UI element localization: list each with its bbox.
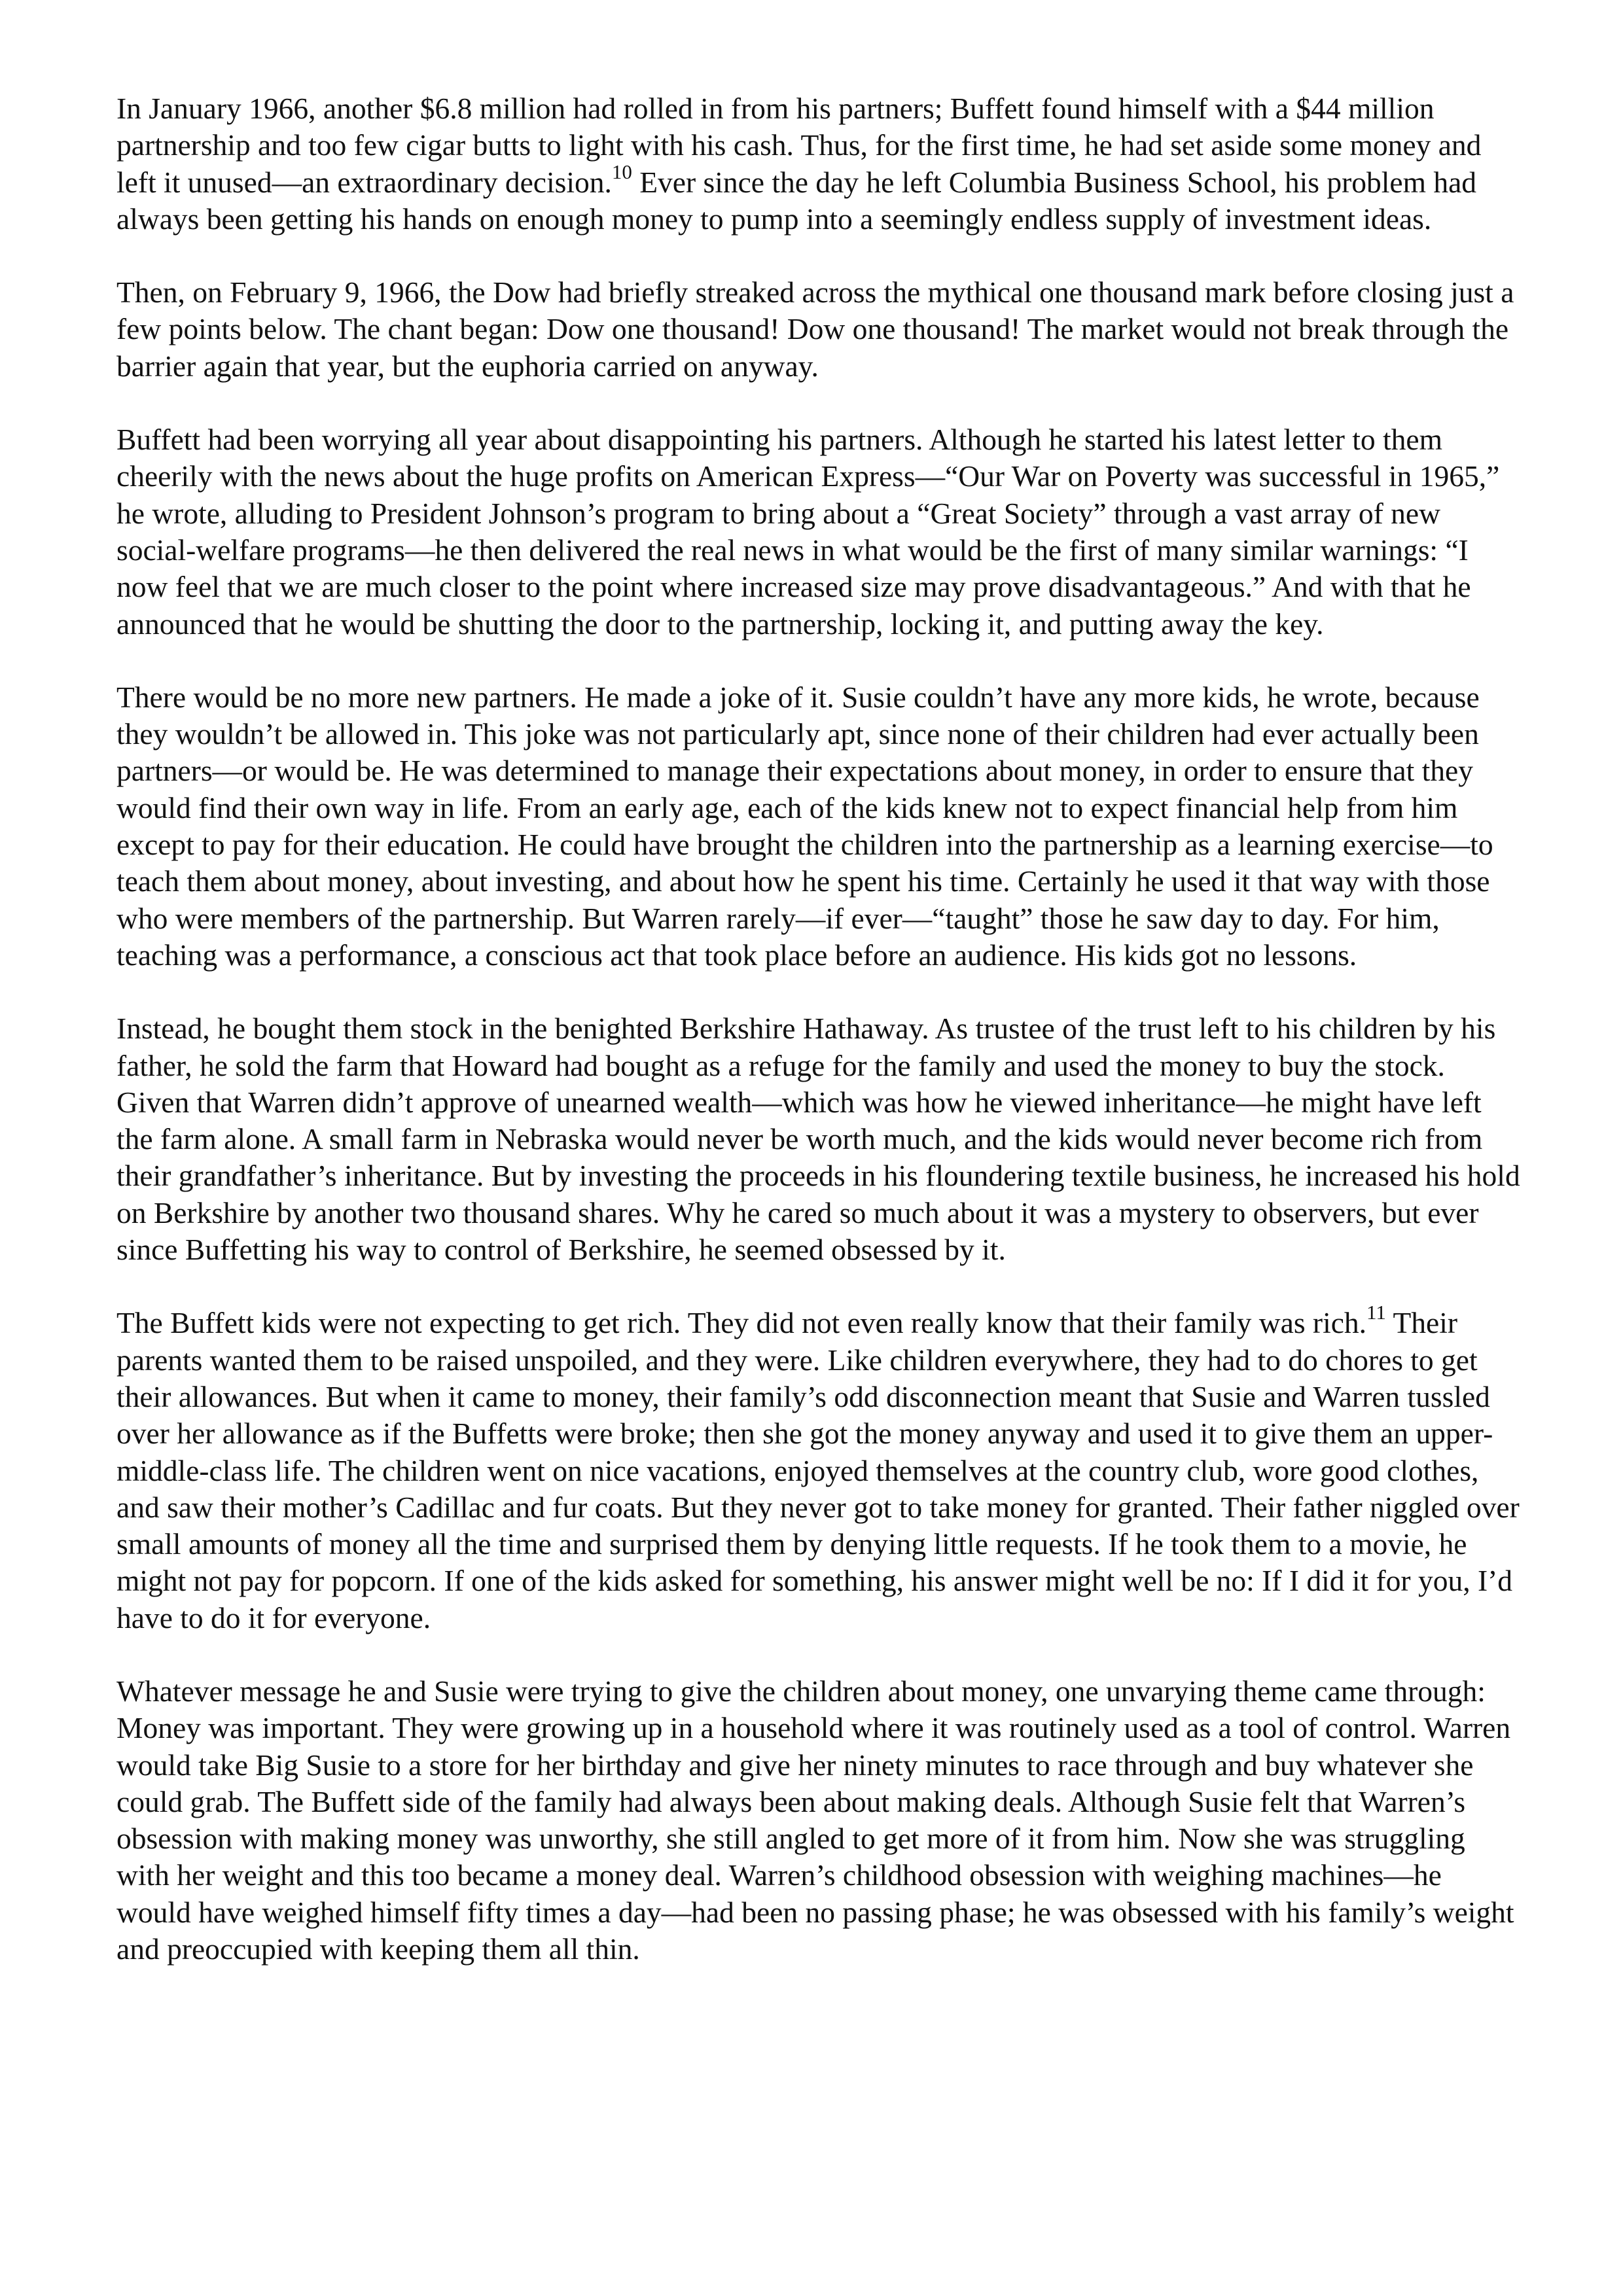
footnote-marker-11: 11 bbox=[1366, 1301, 1386, 1324]
paragraph-text: Then, on February 9, 1966, the Dow had briefly streaked across the mythical one thousand mark before closing just a few points below. The chant began: Dow one thousand! Dow one thousand! The market would not break through the barrier again that year, but the euphoria carried on anyway. bbox=[116, 275, 1514, 383]
paragraph-text: There would be no more new partners. He made a joke of it. Susie couldn’t have any more kids, he wrote, because they wouldn’t be allowed in. This joke was not particularly apt, since none of their children had ever actually been partners—or would be. He was determined to manage their expectations about money, in order to ensure that they would find their own way in life. From an early age, each of the kids knew not to expect financial help from him except to pay for their education. He could have brought the children into the partnership as a learning exercise—to teach them about money, about investing, and about how he spent his time. Certainly he used it that way with those who were members of the partnership. But Warren rarely—if ever—“taught” those he saw day to day. For him, teaching was a performance, a conscious act that took place before an audience. His kids got no lessons. bbox=[116, 680, 1493, 972]
paragraph-text: In January 1966, another $6.8 million had rolled in from his partners; Buffett found himself with a $44 million partnership and too few cigar butts to light with his cash. Thus, for the first time, he had set aside some money and left it unused—an extraordinary decision. bbox=[116, 92, 1482, 199]
paragraph-2 bbox=[116, 274, 1521, 385]
paragraph-text-continued: Ever since the day he left Columbia Business School, his problem had always been getting his hands on enough money to pump into a seemingly endless supply of investment ideas. bbox=[116, 165, 1477, 236]
paragraph-text-continued: Their parents wanted them to be raised unspoiled, and they were. Like children everywhere, they had to do chores to get their allowances. But when it came to money, their family’s odd disconnection meant that Susie and Warren tussled over her allowance as if the Buffetts were broke; then she got the money anyway and used it to give them an upper-middle-class life. The children went on nice vacations, enjoyed themselves at the country club, wore good clothes, and saw their mother’s Cadillac and fur coats. But they never got to take money for granted. Their father niggled over small amounts of money all the time and surprised them by denying little requests. If he took them to a movie, he might not pay for popcorn. If one of the kids asked for something, his answer might well be no: If I did it for you, I’d have to do it for everyone. bbox=[116, 1306, 1520, 1634]
paragraph-text: Instead, he bought them stock in the benighted Berkshire Hathaway. As trustee of the trust left to his children by his father, he sold the farm that Howard had bought as a refuge for the family and used the money to buy the stock. Given that Warren didn’t approve of unearned wealth—which was how he viewed inheritance—he might have left the farm alone. A small farm in Nebraska would never be worth much, and the kids would never become rich from their grandfather’s inheritance. But by investing the proceeds in his floundering textile business, he increased his hold on Berkshire by another two thousand shares. Why he cared so much about it was a mystery to observers, but ever since Buffetting his way to control of Berkshire, he seemed obsessed by it. bbox=[116, 1012, 1520, 1267]
footnote-marker-10: 10 bbox=[611, 160, 632, 183]
paragraph-3 bbox=[116, 421, 1521, 643]
paragraph-1 bbox=[116, 90, 1521, 238]
body-text bbox=[116, 90, 1521, 2004]
paragraph-text: The Buffett kids were not expecting to get rich. They did not even really know that their family was rich. bbox=[116, 1306, 1367, 1340]
paragraph-7 bbox=[116, 1673, 1521, 1968]
paragraph-text: Buffett had been worrying all year about disappointing his partners. Although he started his latest letter to them cheerily with the news about the huge profits on American Express—“Our War on Poverty was successful in 1965,” he wrote, alluding to President Johnson’s program to bring about a “Great Society” through a vast array of new social-welfare programs—he then delivered the real news in what would be the first of many similar warnings: “I now feel that we are much closer to the point where increased size may prove disadvantageous.” And with that he announced that he would be shutting the door to the partnership, locking it, and putting away the key. bbox=[116, 423, 1500, 641]
paragraph-4 bbox=[116, 679, 1521, 974]
paragraph-5 bbox=[116, 1010, 1521, 1268]
paragraph-6 bbox=[116, 1301, 1521, 1636]
paragraph-text: Whatever message he and Susie were trying to give the children about money, one unvarying theme came through: Money was important. They were growing up in a household where it was routinely used as a tool of control. Warren would take Big Susie to a store for her birthday and give her ninety minutes to race through and buy whatever she could grab. The Buffett side of the family had always been about making deals. Although Susie felt that Warren’s obsession with making money was unworthy, she still angled to get more of it from him. Now she was struggling with her weight and this too became a money deal. Warren’s childhood obsession with weighing machines—he would have weighed himself fifty times a day—had been no passing phase; he was obsessed with his family’s weight and preoccupied with keeping them all thin. bbox=[116, 1674, 1514, 1966]
